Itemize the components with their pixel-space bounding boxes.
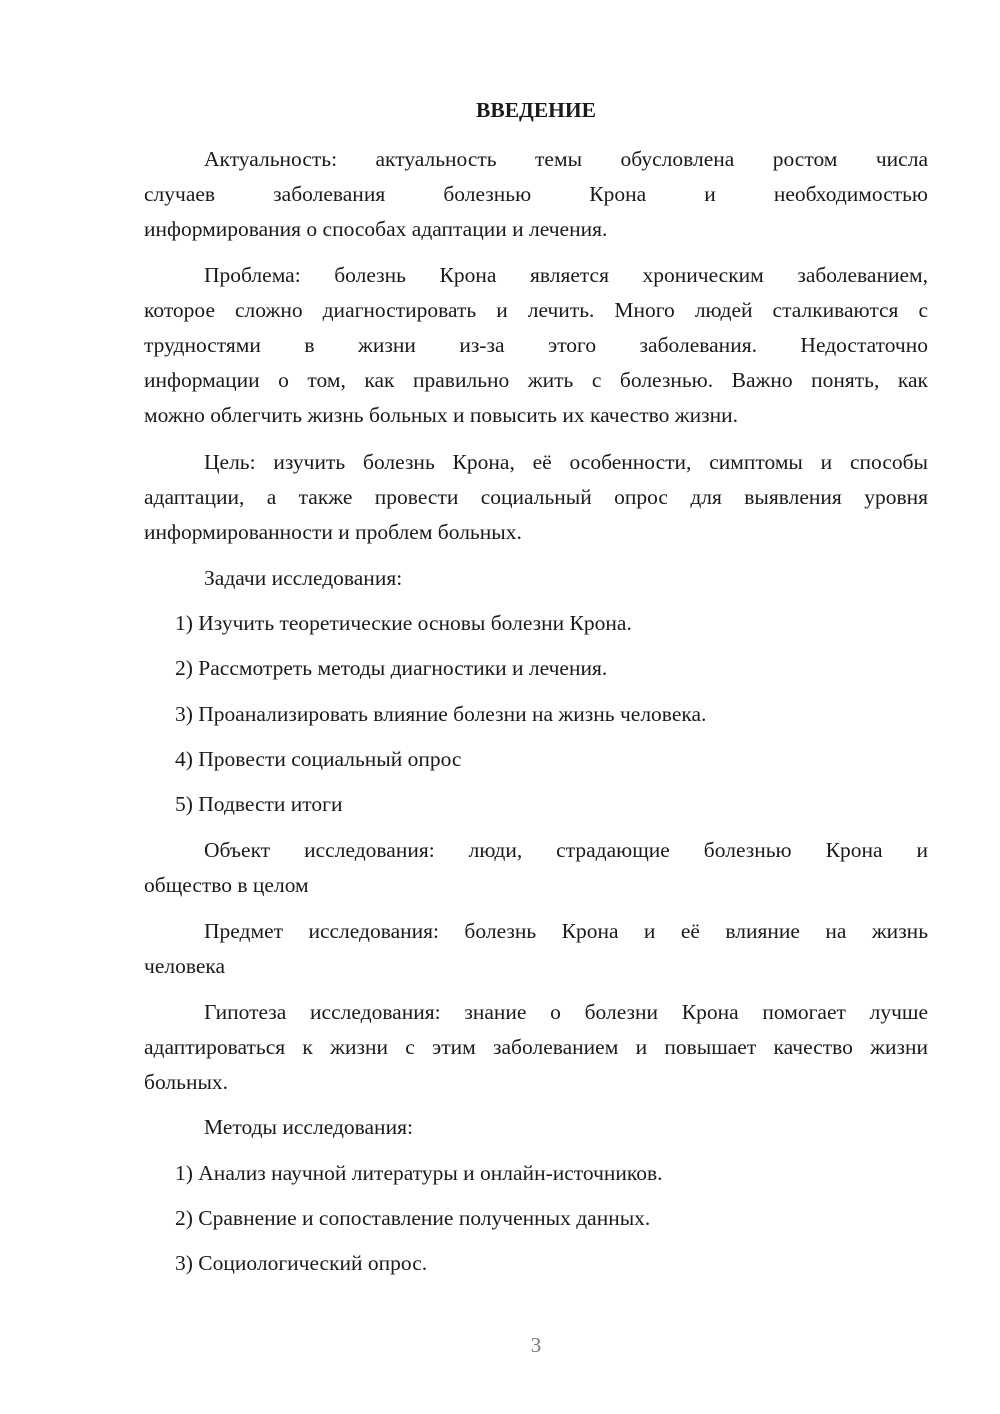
task-item: 2) Рассмотреть методы диагностики и лечения. (175, 656, 608, 680)
task-item: 3) Проанализировать влияние болезни на жизнь человека. (175, 702, 707, 726)
goal-line-3: информированности и проблем больных. (144, 520, 522, 544)
task-item: 5) Подвести итоги (175, 792, 343, 816)
object-line-2: общество в целом (144, 873, 309, 897)
goal-line-1: Цель: изучить болезнь Крона, её особенности, симптомы и способы (204, 450, 928, 474)
actuality-line-1: Актуальность: актуальность темы обусловлена ростом числа (204, 147, 928, 171)
hypothesis-line-1: Гипотеза исследования: знание о болезни Крона помогает лучше (204, 1000, 928, 1024)
task-item: 1) Изучить теоретические основы болезни Крона. (175, 611, 632, 635)
page-title: ВВЕДЕНИЕ (476, 98, 596, 122)
problem-line-1: Проблема: болезнь Крона является хроническим заболеванием, (204, 263, 928, 287)
problem-line-4: информации о том, как правильно жить с болезнью. Важно понять, как (144, 368, 928, 392)
problem-line-5: можно облегчить жизнь больных и повысить их качество жизни. (144, 403, 738, 427)
object-line-1: Объект исследования: люди, страдающие болезнью Крона и (204, 838, 928, 862)
method-item: 2) Сравнение и сопоставление полученных данных. (175, 1206, 651, 1230)
problem-line-3: трудностями в жизни из-за этого заболевания. Недостаточно (144, 333, 928, 357)
hypothesis-line-2: адаптироваться к жизни с этим заболеванием и повышает качество жизни (144, 1035, 928, 1059)
method-item: 3) Социологический опрос. (175, 1251, 428, 1275)
actuality-line-2: случаев заболевания болезнью Крона и необходимостью (144, 182, 928, 206)
subject-line-2: человека (144, 954, 226, 978)
methods-heading: Методы исследования: (204, 1115, 413, 1139)
problem-line-2: которое сложно диагностировать и лечить. Много людей сталкиваются с (144, 298, 928, 322)
task-item: 4) Провести социальный опрос (175, 747, 462, 771)
page-number: 3 (530, 1333, 542, 1357)
subject-line-1: Предмет исследования: болезнь Крона и её влияние на жизнь (204, 919, 928, 943)
hypothesis-line-3: больных. (144, 1070, 229, 1094)
method-item: 1) Анализ научной литературы и онлайн-источников. (175, 1161, 663, 1185)
tasks-heading: Задачи исследования: (204, 566, 403, 590)
actuality-line-3: информирования о способах адаптации и лечения. (144, 217, 608, 241)
goal-line-2: адаптации, а также провести социальный опрос для выявления уровня (144, 485, 928, 509)
